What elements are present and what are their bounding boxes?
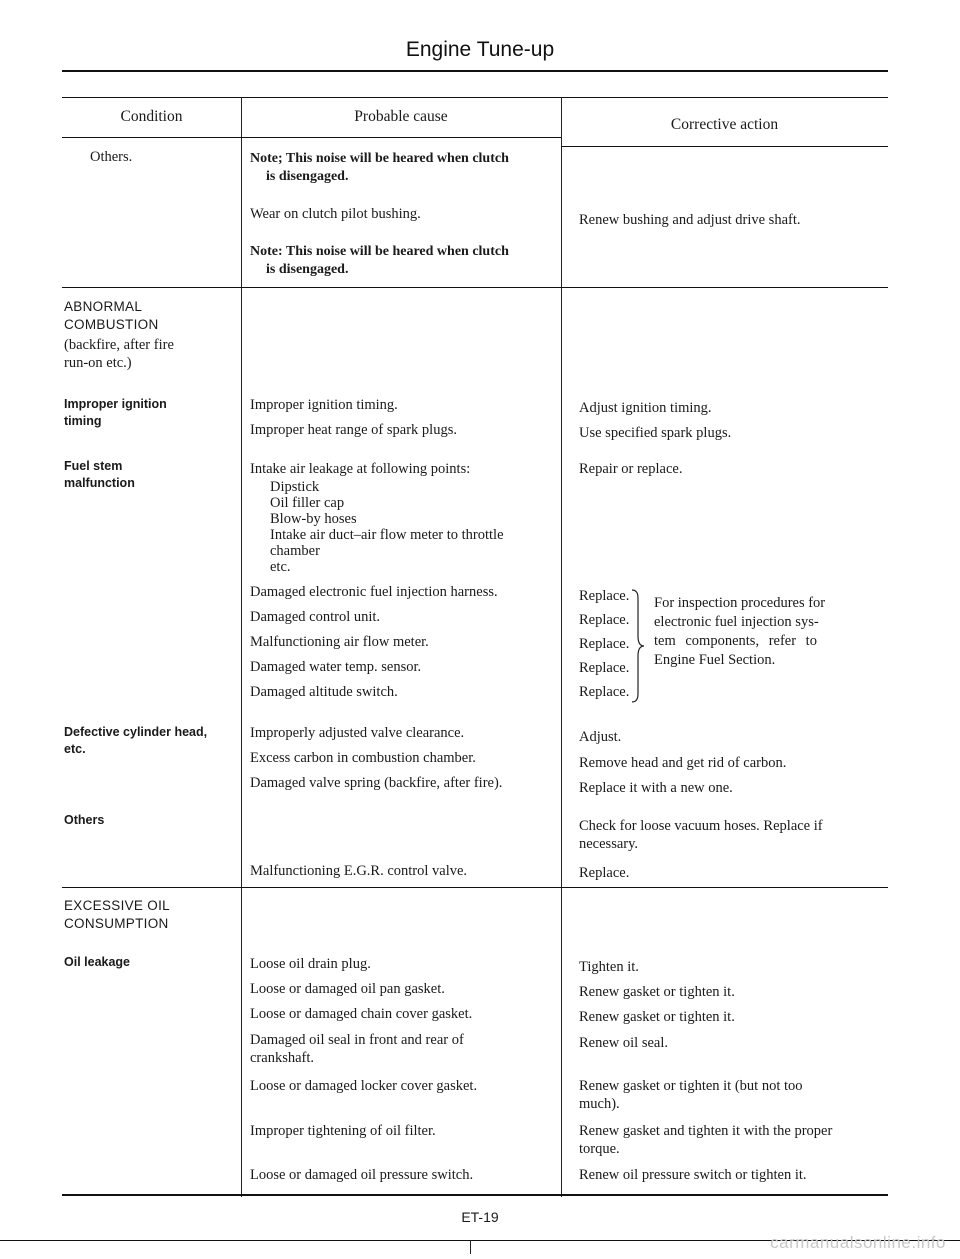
action-repair-replace: Repair or replace. [579, 461, 683, 477]
action-adjust-timing: Adjust ignition timing. [579, 400, 712, 416]
action-renew-locker-gasket [579, 1077, 871, 1113]
abnormal-sub-line2: run-on etc.) [64, 355, 132, 371]
column-header-cause: Probable cause [354, 108, 448, 125]
cause-locker-cover-gasket: Loose or damaged locker cover gasket. [250, 1078, 478, 1094]
header-top-rule [62, 97, 888, 98]
clutch-note-1-line2: is disengaged. [266, 169, 349, 184]
locker-action-line2: much). [579, 1096, 620, 1112]
condition-cylinder-head [64, 724, 207, 758]
cause-chain-cover-gasket: Loose or damaged chain cover gasket. [250, 1006, 473, 1022]
oil-heading-line2: CONSUMPTION [64, 916, 169, 931]
column-divider-1 [241, 97, 242, 1197]
replace-word: Replace. [579, 660, 630, 676]
action-spark-plugs: Use specified spark plugs. [579, 425, 732, 441]
cause-oil-seal [250, 1031, 542, 1067]
cause-oil-filter: Improper tightening of oil filter. [250, 1123, 436, 1139]
replace-word: Replace. [579, 612, 630, 628]
cause-control-unit: Damaged control unit. [250, 609, 381, 625]
cause-pilot-bushing: Wear on clutch pilot bushing. [250, 206, 421, 222]
section-rule-2 [62, 887, 888, 888]
leak-point: chamber [270, 543, 320, 559]
replace-list [579, 584, 629, 704]
fuel-line1: Fuel stem [64, 459, 123, 473]
leak-point: etc. [270, 559, 291, 575]
cause-altitude-switch: Damaged altitude switch. [250, 684, 398, 700]
leak-point: Intake air duct–air flow meter to throttle [270, 527, 504, 543]
ignition-line1: Improper ignition [64, 397, 167, 411]
action-check-vacuum [579, 817, 871, 853]
vacuum-line2: necessary. [579, 836, 639, 852]
vacuum-line1: Check for loose vacuum hoses. Replace if [579, 818, 823, 834]
oil-seal-line1: Damaged oil seal in front and rear of [250, 1032, 464, 1048]
action-renew-bushing: Renew bushing and adjust drive shaft. [579, 212, 801, 228]
replace-word: Replace. [579, 636, 630, 652]
clutch-note-1-line1: Note; This noise will be heared when clutch [250, 151, 509, 166]
cause-heat-range: Improper heat range of spark plugs. [250, 422, 457, 438]
oil-seal-line2: crankshaft. [250, 1050, 315, 1066]
abnormal-combustion-heading [64, 298, 159, 334]
table-bottom-rule [62, 1194, 888, 1196]
leak-point: Dipstick [270, 479, 320, 495]
condition-oil-leakage: Oil leakage [64, 955, 131, 969]
cause-air-flow-meter: Malfunctioning air flow meter. [250, 634, 429, 650]
fuel-injection-note [654, 594, 854, 670]
bracket-note-line: Engine Fuel Section. [654, 652, 776, 668]
bracket-note-line: electronic fuel injection sys- [654, 614, 819, 630]
action-replace-egr: Replace. [579, 865, 630, 881]
page-number: ET-19 [461, 1209, 499, 1225]
cylinder-line1: Defective cylinder head, [64, 725, 208, 739]
bracket-note-line: For inspection procedures for [654, 595, 826, 611]
action-renew-pressure-switch: Renew oil pressure switch or tighten it. [579, 1167, 807, 1183]
condition-others-combustion: Others [64, 813, 105, 827]
clutch-note-2-line2: is disengaged. [266, 262, 349, 277]
oil-consumption-heading [64, 897, 170, 933]
section-rule-1 [62, 287, 888, 288]
filter-action-line2: torque. [579, 1141, 620, 1157]
condition-others: Others. [90, 149, 133, 165]
cylinder-line2: etc. [64, 742, 86, 756]
bracket-note-line: tem components, refer to [654, 633, 817, 649]
cause-egr-valve: Malfunctioning E.G.R. control valve. [250, 863, 468, 879]
fuel-line2: malfunction [64, 476, 135, 490]
locker-action-line1: Renew gasket or tighten it (but not too [579, 1078, 803, 1094]
abnormal-heading-line2: COMBUSTION [64, 317, 159, 332]
action-tighten-oil-filter [579, 1122, 871, 1158]
condition-fuel-malfunction [64, 458, 135, 492]
cause-intake-leakage: Intake air leakage at following points: [250, 461, 471, 477]
watermark: carmanualsonline.info [770, 1233, 946, 1252]
action-adjust: Adjust. [579, 729, 622, 745]
filter-action-line1: Renew gasket and tighten it with the proper [579, 1123, 833, 1139]
leak-points-list [270, 479, 504, 575]
cause-pressure-switch: Loose or damaged oil pressure switch. [250, 1167, 474, 1183]
action-renew-pan-gasket: Renew gasket or tighten it. [579, 984, 735, 1000]
column-header-condition: Condition [120, 108, 183, 125]
abnormal-heading-line1: ABNORMAL [64, 299, 143, 314]
oil-heading-line1: EXCESSIVE OIL [64, 898, 170, 913]
title-rule [62, 70, 888, 72]
action-tighten: Tighten it. [579, 959, 639, 975]
column-header-action: Corrective action [670, 116, 779, 133]
curly-brace-icon [630, 588, 646, 704]
cause-water-temp: Damaged water temp. sensor. [250, 659, 422, 675]
page-title: Engine Tune-up [405, 38, 555, 61]
header-bottom-rule-right [561, 146, 888, 147]
clutch-note-2 [250, 243, 550, 279]
action-renew-chain-gasket: Renew gasket or tighten it. [579, 1009, 735, 1025]
condition-ignition-timing [64, 396, 167, 430]
cause-efi-harness: Damaged electronic fuel injection harness. [250, 584, 498, 600]
replace-word: Replace. [579, 684, 630, 700]
leak-point: Oil filler cap [270, 495, 345, 511]
cause-oil-pan-gasket: Loose or damaged oil pan gasket. [250, 981, 445, 997]
action-renew-oil-seal: Renew oil seal. [579, 1035, 668, 1051]
cause-valve-clearance: Improperly adjusted valve clearance. [250, 725, 465, 741]
replace-word: Replace. [579, 588, 630, 604]
cause-drain-plug: Loose oil drain plug. [250, 956, 371, 972]
action-remove-carbon: Remove head and get rid of carbon. [579, 755, 787, 771]
abnormal-sub-line1: (backfire, after fire [64, 337, 174, 353]
clutch-note-2-line1: Note: This noise will be heared when clutch [250, 244, 509, 259]
abnormal-subheading [64, 336, 174, 372]
cause-valve-spring: Damaged valve spring (backfire, after fire). [250, 775, 503, 791]
header-bottom-rule-left [62, 137, 561, 138]
cause-ignition-timing: Improper ignition timing. [250, 397, 398, 413]
cause-excess-carbon: Excess carbon in combustion chamber. [250, 750, 476, 766]
clutch-note-1 [250, 150, 550, 186]
ignition-line2: timing [64, 414, 102, 428]
leak-point: Blow-by hoses [270, 511, 357, 527]
footer-tick [470, 1240, 471, 1254]
action-replace-spring: Replace it with a new one. [579, 780, 733, 796]
column-divider-2 [561, 97, 562, 1197]
